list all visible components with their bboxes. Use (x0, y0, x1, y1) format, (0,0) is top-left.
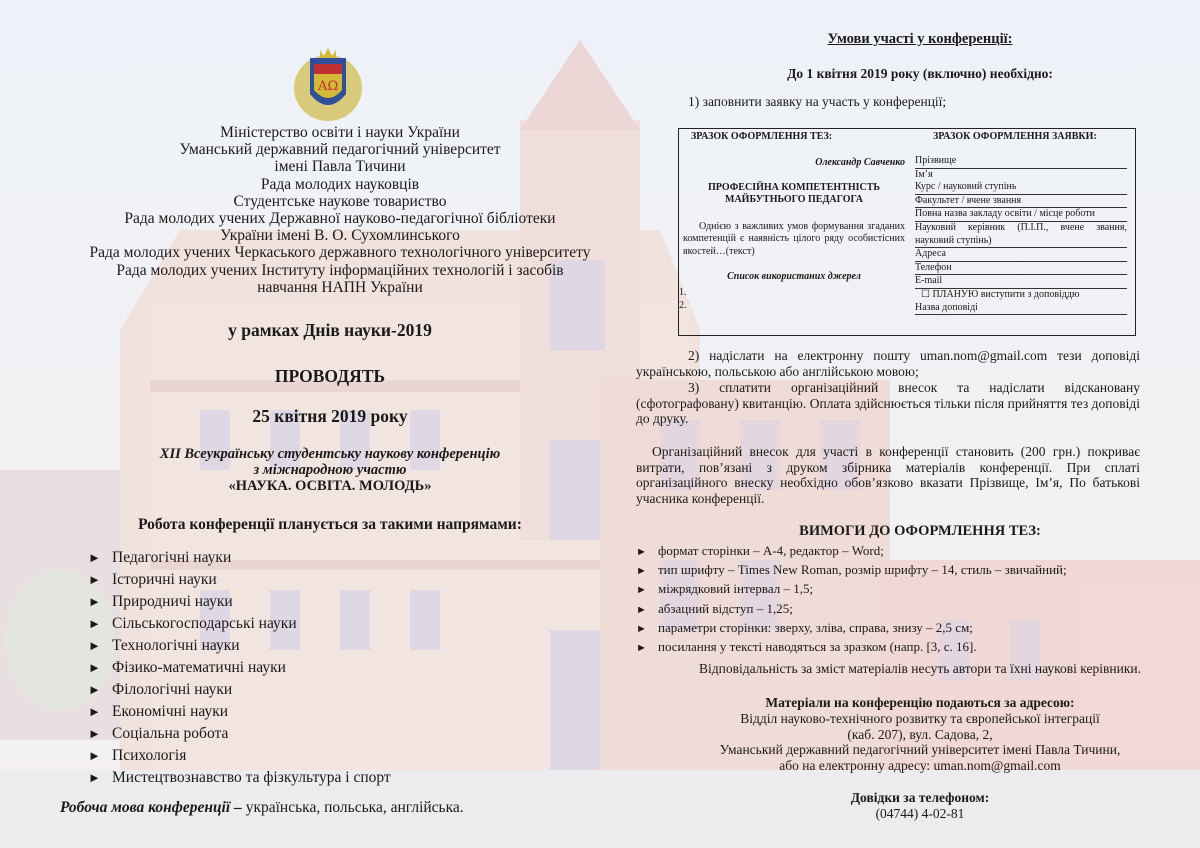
form-field-email: E-mail (915, 275, 1127, 289)
arrow-bullet-icon: ► (88, 770, 101, 785)
arrow-bullet-icon: ► (88, 748, 101, 763)
arrow-bullet-icon: ► (636, 546, 647, 558)
organizer-line: Уманський державний педагогічний університет (179, 141, 501, 159)
arrow-bullet-icon: ► (88, 572, 101, 587)
fee-paragraph: Організаційний внесок для участі в конференції становить (200 грн.) покриває витрати, пов’язані з друком збірника матеріалів конференції. При сплаті організаційного внеску необхідно обов’язково вказати Прізвище, Ім’я, По батькові учасника конференції. (636, 444, 1140, 506)
organizer-line: Міністерство освіти і науки України (220, 124, 460, 141)
organizer-line: Рада молодих учених Державної науково-педагогічної бібліотеки (124, 210, 556, 228)
conference-name: «НАУКА. ОСВІТА. МОЛОДЬ» (228, 478, 432, 494)
arrow-bullet-icon: ► (88, 704, 101, 719)
list-item: ► тип шрифту – Times New Roman, розмір шрифту – 14, стиль – звичайний; (636, 561, 1067, 580)
requirements-title: ВИМОГИ ДО ОФОРМЛЕННЯ ТЕЗ: (799, 523, 1041, 539)
sample-thesis-body: Однією з важливих умов формування згаданих компетенцій є наявність цілого ряду особистісних якостей…(текст) (683, 220, 905, 257)
form-field-report-title: Назва доповіді (915, 302, 1127, 316)
arrow-bullet-icon: ► (88, 594, 101, 609)
list-item: ► Сільськогосподарські науки (88, 613, 391, 635)
phone-title: Довідки за телефоном: (850, 790, 990, 805)
organizer-line: Рада молодих учених Черкаського державного технологічного університету (89, 244, 591, 262)
conference-line-1: ХІІ Всеукраїнську студентську наукову конференцію (159, 446, 501, 462)
list-item: ► Мистецтвознавство та фізкультура і спорт (88, 767, 391, 789)
step-1: 1) заповнити заявку на участь у конференції; (688, 94, 947, 109)
step-2: 2) надіслати на електронну пошту uman.nom@gmail.com тези доповіді українською, польською або англійською мовою; (636, 348, 1140, 379)
arrow-bullet-icon: ► (636, 603, 647, 616)
form-field-faculty: Факультет / вчене звання (915, 195, 1127, 209)
language-label: Робоча мова конференції – (60, 799, 242, 816)
list-item: ► Педагогічні науки (88, 547, 391, 569)
sample-ref-2: 2. (679, 299, 687, 311)
form-field-name: Ім’я (915, 168, 933, 180)
arrow-bullet-icon: ► (88, 638, 101, 653)
sample-thesis-title: ПРОФЕСІЙНА КОМПЕТЕНТНІСТЬ МАЙБУТНЬОГО ПЕДАГОГА (707, 181, 880, 206)
form-field-address: Адреса (915, 248, 1127, 262)
arrow-bullet-icon: ► (636, 565, 647, 578)
organizer-line: України імені В. О. Сухомлинського (220, 227, 460, 245)
form-field-surname: Прізвище (915, 155, 1127, 169)
sample-form-box (678, 128, 1136, 336)
organizer-line: Рада молодих учених Інституту інформаційних технологій і засобів (116, 261, 564, 279)
arrow-bullet-icon: ► (636, 584, 647, 597)
list-item: ► параметри сторінки: зверху, зліва, справа, знизу – 2,5 см; (636, 619, 1067, 638)
application-sample (915, 155, 1127, 315)
organizer-line: Рада молодих науковців (260, 175, 420, 193)
form-field-plan-speak: ☐ ПЛАНУЮ виступити з доповіддю (921, 288, 1080, 300)
language-value: українська, польська, англійська. (241, 799, 464, 816)
address-line: (каб. 207), вул. Садова, 2, (847, 726, 993, 742)
arrow-bullet-icon: ► (88, 616, 101, 631)
responsibility-note: Відповідальність за зміст матеріалів несуть автори та їхні наукові керівники. (698, 661, 1141, 676)
thesis-sample (679, 157, 905, 312)
arrow-bullet-icon: ► (88, 726, 101, 741)
sample-references-title: Список використаних джерел (727, 270, 861, 282)
organizer-line: навчання НАПН України (257, 278, 423, 296)
organizer-line: імені Павла Тичини (274, 158, 406, 176)
address-line: Уманський державний педагогічний університет імені Павла Тичини, (719, 742, 1121, 758)
address-block (640, 711, 1200, 773)
conditions-title: Умови участі у конференції: (827, 31, 1013, 47)
list-item: ► Технологічні науки (88, 635, 391, 657)
list-item: ► абзацний відступ – 1,25; (636, 600, 1067, 619)
event-date: 25 квітня 2019 року (252, 406, 408, 426)
address-line: або на електронну адресу: uman.nom@gmail.com (779, 757, 1061, 773)
list-item: ► Історичні науки (88, 569, 391, 591)
step-3: 3) сплатити організаційний внесок та надіслати відскановану (сфотографовану) квитанцію. Оплата здійснюється тільки після прийняття тез доповіді до друку. (636, 380, 1140, 427)
address-line: Відділ науково-технічного розвитку та європейської інтеграції (740, 711, 1100, 726)
list-item: ► міжрядковий інтервал – 1,5; (636, 580, 1067, 599)
hold-heading: ПРОВОДЯТЬ (274, 366, 386, 386)
crest-letters: АΩ (317, 79, 339, 94)
list-item: ► Психологія (88, 745, 391, 767)
list-item: ► Природничі науки (88, 591, 391, 613)
list-item: ► посилання у тексті наводяться за зразком (напр. [3, с. 16]. (636, 638, 1067, 657)
form-field-course: Курс / науковий ступінь (915, 181, 1127, 195)
arrow-bullet-icon: ► (636, 642, 647, 655)
list-item: ► Економічні науки (88, 701, 391, 723)
arrow-bullet-icon: ► (636, 622, 647, 635)
deadline-heading: До 1 квітня 2019 року (включно) необхідно: (787, 66, 1053, 81)
application-sample-header: ЗРАЗОК ОФОРМЛЕННЯ ЗАЯВКИ: (933, 131, 1097, 142)
form-field-institution: Повна назва закладу освіти / місце роботи (915, 208, 1127, 222)
arrow-bullet-icon: ► (88, 660, 101, 675)
organizer-line: Студентське наукове товариство (233, 192, 447, 210)
list-item: ► Філологічні науки (88, 679, 391, 701)
list-item: ► формат сторінки – А-4, редактор – Word; (636, 542, 1067, 561)
conference-line-2: з міжнародною участю (253, 462, 407, 478)
list-item: ► Фізико-математичні науки (88, 657, 391, 679)
list-item: ► Соціальна робота (88, 723, 391, 745)
requirements-list (636, 542, 1067, 657)
science-days-heading: у рамках Днів науки-2019 (228, 320, 432, 340)
phone-number: (04744) 4-02-81 (875, 806, 965, 821)
arrow-bullet-icon: ► (88, 550, 101, 565)
arrow-bullet-icon: ► (88, 682, 101, 697)
directions-title: Робота конференції планується за такими напрямами: (138, 516, 522, 533)
form-field-supervisor: Науковий керівник (П.І.П., вчене звання, науковий ступінь) (915, 222, 1127, 248)
sample-author: Олександр Савченко (815, 157, 905, 168)
sample-ref-1: 1. (679, 287, 687, 299)
form-field-phone: Телефон (915, 262, 1127, 276)
address-title: Матеріали на конференцію подаються за адресою: (765, 695, 1075, 710)
thesis-sample-header: ЗРАЗОК ОФОРМЛЕННЯ ТЕЗ: (691, 131, 833, 142)
